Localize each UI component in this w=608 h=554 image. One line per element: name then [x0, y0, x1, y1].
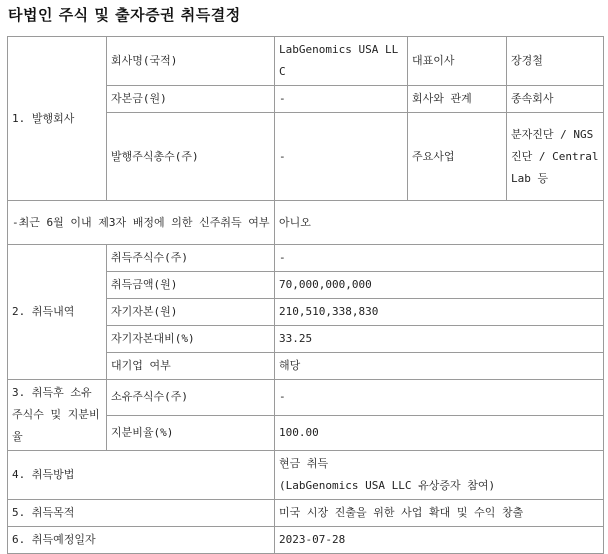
owned-ratio-value: 100.00 [275, 415, 604, 451]
purpose-value: 미국 시장 진출을 위한 사업 확대 및 수익 창출 [275, 500, 604, 527]
relation-value: 종속회사 [507, 86, 604, 113]
equity-ratio-label: 자기자본대비(%) [107, 326, 275, 353]
owned-shares-label: 소유주식수(주) [107, 380, 275, 416]
section-label-after: 3. 취득후 소유주식수 및 지분비율 [8, 380, 107, 451]
large-corp-label: 대기업 여부 [107, 353, 275, 380]
equity-label: 자기자본(원) [107, 299, 275, 326]
acq-shares-label: 취득주식수(주) [107, 245, 275, 272]
ceo-label: 대표이사 [408, 37, 507, 86]
company-name-label: 회사명(국적) [107, 37, 275, 86]
third-party-label: -최근 6월 이내 제3자 배정에 의한 신주취득 여부 [8, 201, 275, 245]
owned-shares-value: - [275, 380, 604, 416]
large-corp-value: 해당 [275, 353, 604, 380]
section-label-issuer: 1. 발행회사 [8, 37, 107, 201]
acq-shares-value: - [275, 245, 604, 272]
table-row [8, 380, 604, 416]
relation-label: 회사와 관계 [408, 86, 507, 113]
table-row [8, 201, 604, 245]
table-row [8, 527, 604, 554]
ceo-value: 장경철 [507, 37, 604, 86]
capital-value: - [275, 86, 408, 113]
equity-ratio-value: 33.25 [275, 326, 604, 353]
shares-total-label: 발행주식총수(주) [107, 113, 275, 201]
business-label: 주요사업 [408, 113, 507, 201]
page-title: 타법인 주식 및 출자증권 취득결정 [8, 6, 241, 24]
method-value [275, 451, 604, 500]
capital-label: 자본금(원) [107, 86, 275, 113]
method-label: 4. 취득방법 [8, 451, 275, 500]
business-value: 분자진단 / NGS진단 / Central Lab 등 [507, 113, 604, 201]
owned-ratio-label: 지분비율(%) [107, 415, 275, 451]
equity-value: 210,510,338,830 [275, 299, 604, 326]
shares-total-value: - [275, 113, 408, 201]
table-row [8, 37, 604, 86]
section-label-acquisition: 2. 취득내역 [8, 245, 107, 380]
method-value-line2: (LabGenomics USA LLC 유상증자 참여) [279, 479, 496, 492]
date-label: 6. 취득예정일자 [8, 527, 275, 554]
table-row [8, 451, 604, 500]
date-value: 2023-07-28 [275, 527, 604, 554]
disclosure-table [7, 36, 604, 554]
company-name-value: LabGenomics USA LLC [275, 37, 408, 86]
table-row [8, 245, 604, 272]
acq-amount-value: 70,000,000,000 [275, 272, 604, 299]
purpose-label: 5. 취득목적 [8, 500, 275, 527]
method-value-line1: 현금 취득 [279, 457, 329, 470]
third-party-value: 아니오 [275, 201, 604, 245]
acq-amount-label: 취득금액(원) [107, 272, 275, 299]
